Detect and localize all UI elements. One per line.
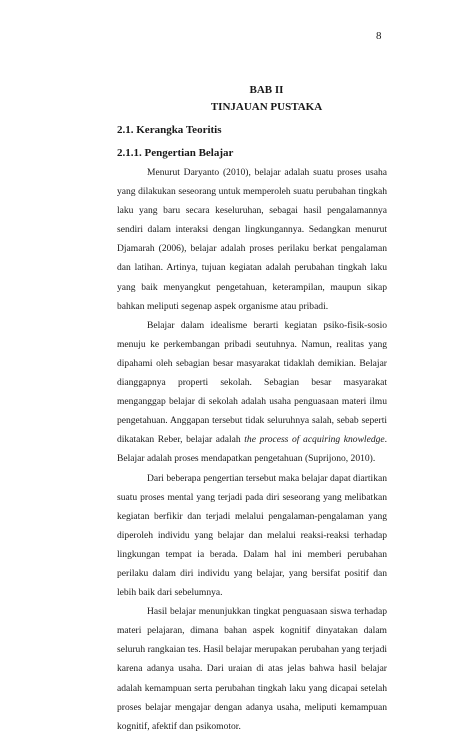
chapter-label: BAB II <box>249 84 284 96</box>
page-number: 8 <box>376 30 382 42</box>
subsection-heading-pengertian-belajar: 2.1.1. Pengertian Belajar <box>117 147 234 159</box>
paragraph-2-text-a: Belajar dalam idealisme berarti kegiatan psiko-fisik-sosio menuju ke perkembangan pribadi seutuhnya. Namun, realitas yang dipahami oleh sebagian besar masyarakat tidaklah demikian. Belajar dianggapnya properti sekolah. Sebagian besar masyarakat menganggap belajar di sekolah adalah usaha penguasaan materi ilmu pengetahuan. Anggapan tersebut tidak seluruhnya salah, sebab seperti dikatakan Reber, belajar adalah <box>117 319 387 446</box>
section-heading-kerangka-teoritis: 2.1. Kerangka Teoritis <box>117 124 222 136</box>
paragraph-2-text-b: . Belajar adalah proses mendapatkan pengetahuan (Suprijono, 2010). <box>117 434 388 465</box>
paragraph-3: Dari beberapa pengertian tersebut maka belajar dapat diartikan suatu proses mental yang terjadi pada diri seseorang yang melibatkan kegiatan berfikir dan terjadi melalui pengalaman-pengalaman yang diperoleh individu yang belajar dan melalui reaksi-reaksi terhadap lingkungan tempat ia berada. Dalam hal ini memberi perubahan perilaku dalam diri individu yang belajar, yang bersifat positif dan lebih baik dari sebelumnya. <box>117 472 387 599</box>
chapter-title: TINJAUAN PUSTAKA <box>210 101 323 113</box>
paragraph-1: Menurut Daryanto (2010), belajar adalah suatu proses usaha yang dilakukan seseorang untuk memperoleh suatu perubahan tingkah laku yang baru secara keseluruhan, sebagai hasil pengalamannya sendiri dalam interaksi dengan lingkungannya. Sedangkan menurut Djamarah (2006), belajar adalah proses perilaku berkat pengalaman dan latihan. Artinya, tujuan kegiatan adalah perubahan tingkah laku yang baik menyangkut pengetahuan, keterampilan, maupun sikap bahkan meliputi segenap aspek organisme atau pribadi. <box>117 167 387 312</box>
paragraph-2-italic-quote: the process of acquiring knowledge <box>244 434 385 446</box>
paragraph-4: Hasil belajar menunjukkan tingkat penguasaan siswa terhadap materi pelajaran, dimana bahan aspek kognitif dinyatakan dalam seluruh rangkaian tes. Hasil belajar merupakan perubahan yang terjadi karena adanya usaha. Dari uraian di atas jelas bahwa hasil belajar adalah kemampuan serta perubahan tingkah laku yang dicapai setelah proses belajar mengajar dengan adanya usaha, meliputi kemampuan kognitif, afektif dan psikomotor. <box>117 606 387 732</box>
paragraph-2 <box>117 316 387 469</box>
body-text <box>117 163 387 736</box>
